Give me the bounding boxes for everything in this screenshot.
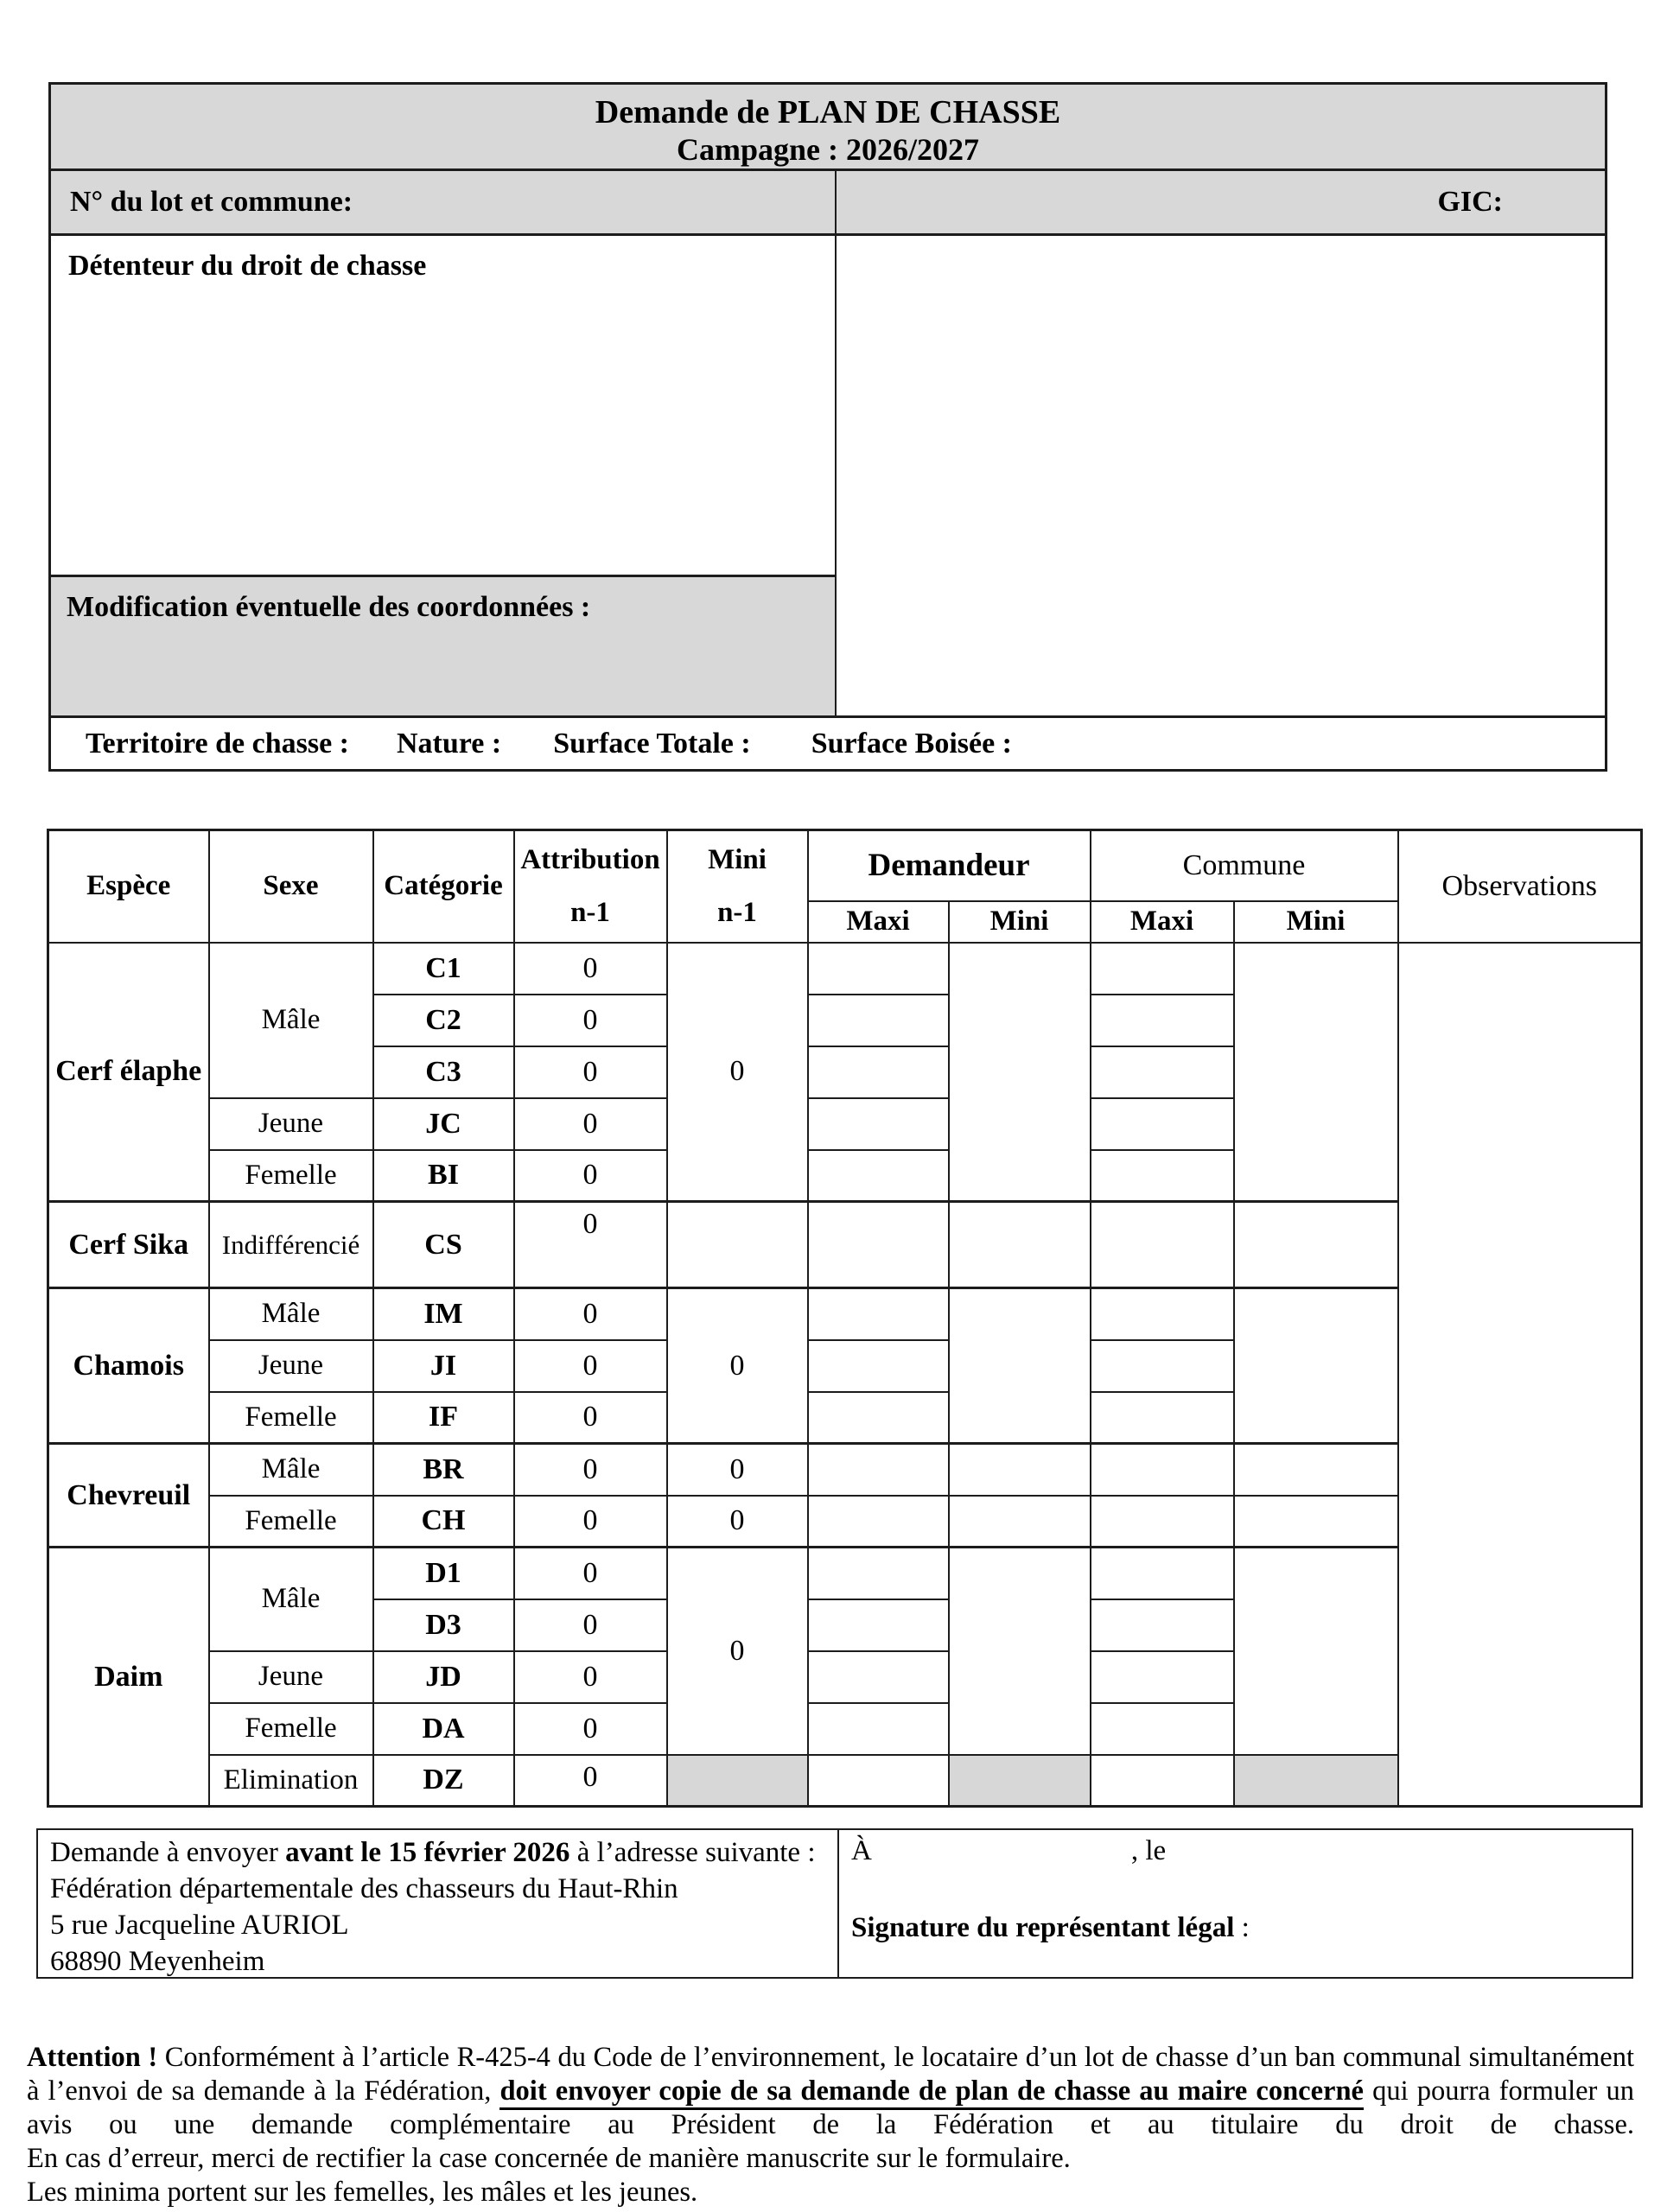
cell-dz-demandeur-mini bbox=[949, 1755, 1091, 1807]
header-commune-maxi: Maxi bbox=[1091, 901, 1234, 943]
cell-jc-attribution-n-1: 0 bbox=[514, 1098, 667, 1150]
header-sexe-label: Sexe bbox=[263, 870, 319, 902]
cell-if-demandeur-maxi[interactable] bbox=[808, 1392, 949, 1444]
form-title-line2: Campagne : 2026/2027 bbox=[677, 132, 979, 167]
cell-bi-attribution-n-1: 0 bbox=[514, 1150, 667, 1202]
cell-im-espece: Chamois bbox=[48, 1288, 209, 1444]
cell-d1-sexe: Mâle bbox=[209, 1548, 373, 1651]
cell-d1-demandeur-mini[interactable] bbox=[949, 1548, 1091, 1755]
left-column bbox=[51, 236, 837, 715]
place-label: À bbox=[851, 1835, 872, 1866]
cell-cs-espece: Cerf Sika bbox=[48, 1202, 209, 1288]
cell-jd-attribution-n-1: 0 bbox=[514, 1651, 667, 1703]
modification-label: Modification éventuelle des coordonnées : bbox=[67, 591, 591, 623]
cell-br-demandeur-mini[interactable] bbox=[949, 1444, 1091, 1496]
cell-ch-commune-maxi[interactable] bbox=[1091, 1496, 1234, 1548]
plan-table bbox=[47, 829, 1643, 1808]
cell-jc-sexe: Jeune bbox=[209, 1098, 373, 1150]
header-espece-label: Espèce bbox=[86, 870, 171, 902]
detenteur-field[interactable] bbox=[51, 236, 835, 575]
text-segment: avis ou une demande complémentaire au Président de la Fédération et au titulaire du droit de chasse. bbox=[27, 2109, 1634, 2140]
cell-ji-commune-maxi[interactable] bbox=[1091, 1340, 1234, 1392]
header-mini-n-1-subline: n-1 bbox=[717, 896, 757, 928]
cell-br-commune-maxi[interactable] bbox=[1091, 1444, 1234, 1496]
text-segment: Les minima portent sur les femelles, les mâles et les jeunes. bbox=[27, 2177, 698, 2208]
header-demandeur bbox=[808, 830, 1091, 901]
cell-ch-mini-n-1: 0 bbox=[667, 1496, 808, 1548]
cell-im-commune-mini[interactable] bbox=[1234, 1288, 1398, 1444]
send-address-block-line bbox=[50, 1943, 832, 1980]
header-mini-n-1-label: Mini bbox=[708, 843, 767, 875]
cell-d1-demandeur-maxi[interactable] bbox=[808, 1548, 949, 1599]
cell-c1-espece: Cerf élaphe bbox=[48, 943, 209, 1202]
signature-colon: : bbox=[1234, 1912, 1250, 1943]
text-segment: Demande à envoyer bbox=[50, 1837, 286, 1868]
cell-br-categorie: BR bbox=[373, 1444, 514, 1496]
place-date-line[interactable] bbox=[851, 1835, 1632, 1867]
cell-c3-categorie: C3 bbox=[373, 1046, 514, 1098]
cell-if-attribution-n-1: 0 bbox=[514, 1392, 667, 1444]
cell-da-commune-maxi[interactable] bbox=[1091, 1703, 1234, 1755]
modification-field[interactable] bbox=[51, 575, 835, 715]
text-segment: Attention ! bbox=[27, 2042, 158, 2073]
signature-line[interactable] bbox=[851, 1912, 1632, 1944]
cell-im-demandeur-maxi[interactable] bbox=[808, 1288, 949, 1340]
territoire-row[interactable] bbox=[51, 715, 1605, 769]
surface-totale-label: Surface Totale : bbox=[553, 727, 751, 760]
cell-jc-categorie: JC bbox=[373, 1098, 514, 1150]
cell-br-espece: Chevreuil bbox=[48, 1444, 209, 1548]
cell-im-mini-n-1: 0 bbox=[667, 1288, 808, 1444]
cell-jc-demandeur-maxi[interactable] bbox=[808, 1098, 949, 1150]
cell-im-commune-maxi[interactable] bbox=[1091, 1288, 1234, 1340]
cell-c1-attribution-n-1: 0 bbox=[514, 943, 667, 995]
cell-dz-mini-n-1 bbox=[667, 1755, 808, 1807]
cell-dz-demandeur-maxi[interactable] bbox=[808, 1755, 949, 1807]
text-segment: à l’adresse suivante : bbox=[569, 1837, 816, 1868]
cell-d1-mini-n-1: 0 bbox=[667, 1548, 808, 1755]
cell-ch-demandeur-maxi[interactable] bbox=[808, 1496, 949, 1548]
lot-commune-label: N° du lot et commune: bbox=[70, 186, 353, 218]
header-demandeur-maxi: Maxi bbox=[808, 901, 949, 943]
header-attribution-n-1-label: Attribution bbox=[520, 843, 660, 875]
cell-c2-demandeur-maxi[interactable] bbox=[808, 995, 949, 1046]
cell-bi-sexe: Femelle bbox=[209, 1150, 373, 1202]
cell-br-mini-n-1: 0 bbox=[667, 1444, 808, 1496]
cell-ch-categorie: CH bbox=[373, 1496, 514, 1548]
send-address-block-line bbox=[50, 1834, 832, 1871]
cell-c2-categorie: C2 bbox=[373, 995, 514, 1046]
cell-d1-commune-maxi[interactable] bbox=[1091, 1548, 1234, 1599]
cell-im-sexe: Mâle bbox=[209, 1288, 373, 1340]
cell-ji-categorie: JI bbox=[373, 1340, 514, 1392]
header-observations-label: Observations bbox=[1441, 869, 1597, 902]
cell-ch-attribution-n-1: 0 bbox=[514, 1496, 667, 1548]
nature-label: Nature : bbox=[397, 727, 502, 760]
attention-note-line bbox=[27, 2041, 1634, 2075]
cell-cs-categorie: CS bbox=[373, 1202, 514, 1288]
cell-dz-commune-maxi[interactable] bbox=[1091, 1755, 1234, 1807]
cell-if-categorie: IF bbox=[373, 1392, 514, 1444]
plan-table-body bbox=[48, 943, 1642, 1807]
date-label: , le bbox=[1130, 1835, 1167, 1866]
cell-im-demandeur-mini[interactable] bbox=[949, 1288, 1091, 1444]
header-observations bbox=[1398, 830, 1642, 943]
text-segment: Fédération départementale des chasseurs du Haut-Rhin bbox=[50, 1873, 678, 1904]
detenteur-label: Détenteur du droit de chasse bbox=[68, 250, 427, 282]
text-segment: 68890 Meyenheim bbox=[50, 1946, 265, 1977]
gic-field[interactable] bbox=[837, 171, 1605, 233]
detenteur-modification-rows bbox=[51, 236, 1605, 715]
cell-d1-attribution-n-1: 0 bbox=[514, 1548, 667, 1599]
form-header-box bbox=[48, 82, 1607, 772]
cell-ji-attribution-n-1: 0 bbox=[514, 1340, 667, 1392]
cell-c3-demandeur-maxi[interactable] bbox=[808, 1046, 949, 1098]
header-mini-n-1 bbox=[667, 830, 808, 943]
attention-note-line bbox=[27, 2142, 1634, 2176]
cell-d3-attribution-n-1: 0 bbox=[514, 1599, 667, 1651]
text-segment: Conformément à l’article R-425-4 du Code de l’environnement, le locataire d’un lot de chasse d’un ban communal simultanément bbox=[157, 2042, 1634, 2073]
header-espece bbox=[48, 830, 209, 943]
gic-label: GIC: bbox=[1437, 186, 1503, 218]
text-segment: doit envoyer copie de sa demande de plan de chasse au maire concerné bbox=[499, 2075, 1363, 2110]
header-attribution-n-1 bbox=[514, 830, 667, 943]
header-commune bbox=[1091, 830, 1398, 901]
cell-d1-espece: Daim bbox=[48, 1548, 209, 1807]
cell-im-categorie: IM bbox=[373, 1288, 514, 1340]
cell-cs-demandeur-mini[interactable] bbox=[949, 1202, 1091, 1288]
cell-im-attribution-n-1: 0 bbox=[514, 1288, 667, 1340]
signature-block bbox=[839, 1830, 1632, 1977]
cell-c1-sexe: Mâle bbox=[209, 943, 373, 1098]
header-attribution-n-1-subline: n-1 bbox=[570, 896, 610, 928]
signature-label: Signature du représentant légal bbox=[851, 1912, 1235, 1943]
form-title bbox=[51, 85, 1605, 171]
cell-c2-commune-maxi[interactable] bbox=[1091, 995, 1234, 1046]
text-segment: En cas d’erreur, merci de rectifier la case concernée de manière manuscrite sur le formulaire. bbox=[27, 2143, 1071, 2174]
cell-br-sexe: Mâle bbox=[209, 1444, 373, 1496]
header-demandeur-mini: Mini bbox=[949, 901, 1091, 943]
cell-br-commune-mini[interactable] bbox=[1234, 1444, 1398, 1496]
cell-ch-commune-mini[interactable] bbox=[1234, 1496, 1398, 1548]
send-address-block-line bbox=[50, 1871, 832, 1907]
header-categorie-label: Catégorie bbox=[384, 870, 503, 902]
header-sexe bbox=[209, 830, 373, 943]
cell-c3-attribution-n-1: 0 bbox=[514, 1046, 667, 1098]
cell-br-attribution-n-1: 0 bbox=[514, 1444, 667, 1496]
header-categorie bbox=[373, 830, 514, 943]
cell-cs-attribution-n-1: 0 bbox=[514, 1202, 667, 1288]
cell-ch-sexe: Femelle bbox=[209, 1496, 373, 1548]
cell-c1-mini-n-1: 0 bbox=[667, 943, 808, 1202]
cell-ji-demandeur-maxi[interactable] bbox=[808, 1340, 949, 1392]
cell-d1-categorie: D1 bbox=[373, 1548, 514, 1599]
send-address-block bbox=[38, 1830, 839, 1977]
cell-if-sexe: Femelle bbox=[209, 1392, 373, 1444]
cell-jd-commune-maxi[interactable] bbox=[1091, 1651, 1234, 1703]
cell-jd-categorie: JD bbox=[373, 1651, 514, 1703]
cell-da-categorie: DA bbox=[373, 1703, 514, 1755]
cell-bi-demandeur-maxi[interactable] bbox=[808, 1150, 949, 1202]
cell-da-attribution-n-1: 0 bbox=[514, 1703, 667, 1755]
attention-note-line bbox=[27, 2075, 1634, 2108]
cell-ji-sexe: Jeune bbox=[209, 1340, 373, 1392]
cell-d3-demandeur-maxi[interactable] bbox=[808, 1599, 949, 1651]
cell-cs-mini-n-1[interactable] bbox=[667, 1202, 808, 1288]
cell-d3-commune-maxi[interactable] bbox=[1091, 1599, 1234, 1651]
cell-br-demandeur-maxi[interactable] bbox=[808, 1444, 949, 1496]
cell-c1-demandeur-maxi[interactable] bbox=[808, 943, 949, 995]
lot-commune-field[interactable] bbox=[51, 171, 837, 233]
cell-da-demandeur-maxi[interactable] bbox=[808, 1703, 949, 1755]
cell-dz-attribution-n-1: 0 bbox=[514, 1755, 667, 1807]
attention-note-line bbox=[27, 2108, 1634, 2142]
surface-boisee-label: Surface Boisée : bbox=[811, 727, 1013, 760]
cell-c1-categorie: C1 bbox=[373, 943, 514, 995]
text-segment: qui pourra formuler un bbox=[1363, 2075, 1634, 2107]
cell-dz-commune-mini bbox=[1234, 1755, 1398, 1807]
send-address-block-line bbox=[50, 1907, 832, 1943]
cell-cs-commune-mini[interactable] bbox=[1234, 1202, 1398, 1288]
cell-cs-commune-maxi[interactable] bbox=[1091, 1202, 1234, 1288]
text-segment: à l’envoi de sa demande à la Fédération, bbox=[27, 2075, 500, 2107]
cell-d3-categorie: D3 bbox=[373, 1599, 514, 1651]
cell-cs-demandeur-maxi[interactable] bbox=[808, 1202, 949, 1288]
cell-dz-categorie: DZ bbox=[373, 1755, 514, 1807]
plan-table-head bbox=[48, 830, 1642, 943]
detenteur-details-area[interactable] bbox=[837, 236, 1605, 715]
text-segment: 5 rue Jacqueline AURIOL bbox=[50, 1910, 349, 1941]
header-commune-mini: Mini bbox=[1234, 901, 1398, 943]
cell-c3-commune-maxi[interactable] bbox=[1091, 1046, 1234, 1098]
cell-jd-sexe: Jeune bbox=[209, 1651, 373, 1703]
cell-c1-commune-mini[interactable] bbox=[1234, 943, 1398, 1202]
cell-c1-commune-maxi[interactable] bbox=[1091, 943, 1234, 995]
cell-dz-sexe: Elimination bbox=[209, 1755, 373, 1807]
header-demandeur-label: Demandeur bbox=[868, 848, 1030, 884]
cell-bi-commune-maxi[interactable] bbox=[1091, 1150, 1234, 1202]
cell-if-commune-maxi[interactable] bbox=[1091, 1392, 1234, 1444]
cell-jc-commune-maxi[interactable] bbox=[1091, 1098, 1234, 1150]
territoire-label: Territoire de chasse : bbox=[86, 727, 349, 760]
cell-da-sexe: Femelle bbox=[209, 1703, 373, 1755]
cell-ch-demandeur-mini[interactable] bbox=[949, 1496, 1091, 1548]
text-segment: avant le 15 février 2026 bbox=[285, 1837, 570, 1868]
cell-c1-demandeur-mini[interactable] bbox=[949, 943, 1091, 1202]
attention-note-line bbox=[27, 2176, 1634, 2209]
cell-c1-observations[interactable] bbox=[1398, 943, 1642, 1807]
attention-note bbox=[27, 2041, 1634, 2209]
form-title-line1: Demande de PLAN DE CHASSE bbox=[595, 94, 1061, 130]
lot-gic-row bbox=[51, 171, 1605, 236]
cell-bi-categorie: BI bbox=[373, 1150, 514, 1202]
cell-cs-sexe: Indifférencié bbox=[209, 1202, 373, 1288]
cell-jd-demandeur-maxi[interactable] bbox=[808, 1651, 949, 1703]
header-commune-label: Commune bbox=[1182, 849, 1306, 881]
cell-c2-attribution-n-1: 0 bbox=[514, 995, 667, 1046]
send-box bbox=[36, 1828, 1633, 1979]
cell-d1-commune-mini[interactable] bbox=[1234, 1548, 1398, 1755]
